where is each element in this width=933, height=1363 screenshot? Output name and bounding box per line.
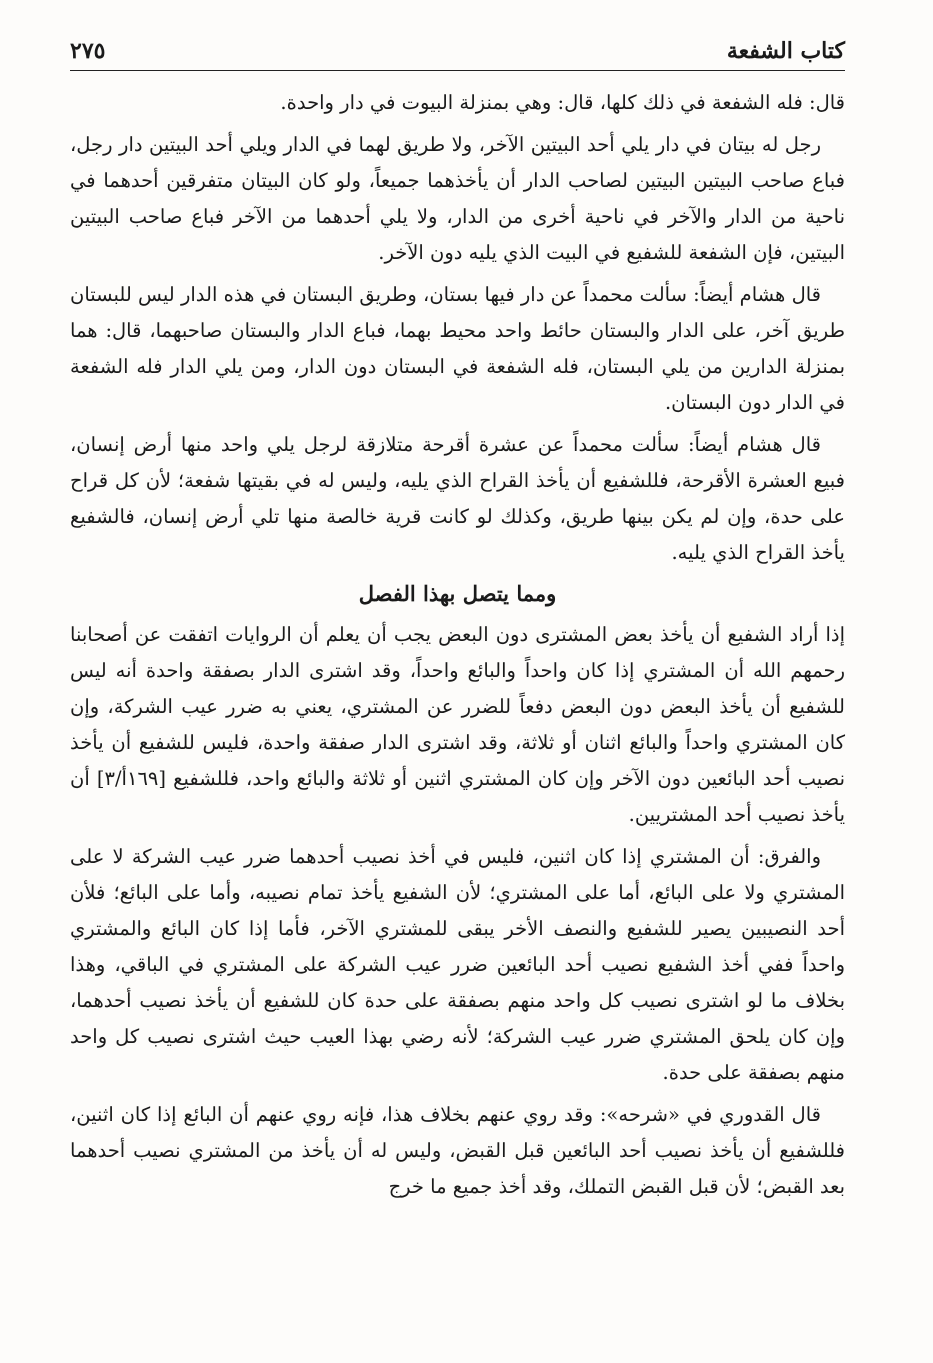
page-number: ٢٧٥	[70, 38, 106, 64]
paragraph-6: والفرق: أن المشتري إذا كان اثنين، فليس في أخذ نصيب أحدهما ضرر عيب الشركة لا على المشتري ولا على البائع، أما على المشتري؛ لأن الشفيع يأخذ تمام نصيبه، وأما على البائع؛ فلأن أحد النصيبين يصير للشفيع والنصف الأخر يبقى للمشتري الآخر، فأما إذا كان البائع والمشتري واحداً ففي أخذ الشفيع نصيب أحد البائعين ضرر عيب الشركة على المشتري في الباقي، وهذا بخلاف ما لو اشترى نصيب كل واحد منهم بصفقة على حدة كان للشفيع أن يأخذ نصيب أحدهما، وإن كان يلحق المشتري ضرر عيب الشركة؛ لأنه رضي بهذا العيب حيث اشترى نصيب كل واحد منهم بصفقة على حدة.	[70, 845, 845, 1084]
paragraph-1: قال: فله الشفعة في ذلك كلها، قال: وهي بمنزلة البيوت في دار واحدة.	[280, 91, 845, 114]
paragraph-7: قال القدوري في «شرحه»: وقد روي عنهم بخلاف هذا، فإنه روي عنهم أن البائع إذا كان اثنين، فللشفيع أن يأخذ نصيب أحد البائعين قبل القبض، وليس له أن يأخذ من المشتري نصيب أحدهما بعد القبض؛ لأن قبل القبض التملك، وقد أخذ جميع ما خرج	[70, 1103, 845, 1198]
paragraph-5: إذا أراد الشفيع أن يأخذ بعض المشترى دون البعض يجب أن يعلم أن الروايات اتفقت عن أصحابنا رحمهم الله أن المشتري إذا كان واحداً والبائع واحداً، وقد اشترى الدار بصفقة واحدة أنه ليس للشفيع أن يأخذ البعض دون البعض دفعاً للضرر عن المشتري، يعني به ضرر عيب الشركة، وإن كان المشتري واحداً والبائع اثنان أو ثلاثة، وقد اشترى الدار صفقة واحدة، فليس للشفيع أن يأخذ نصيب أحد البائعين دون الآخر وإن كان المشتري اثنين أو ثلاثة والبائع واحد، فللشفيع [١٦٩أ/٣] أن يأخذ نصيب أحد المشتريين.	[70, 623, 846, 826]
section-heading: ومما يتصل بهذا الفصل	[358, 581, 557, 606]
paragraph-3: قال هشام أيضاً: سألت محمداً عن دار فيها بستان، وطريق البستان في هذه الدار ليس للبستان طريق آخر، على الدار والبستان حائط واحد محيط بهما، فباع الدار والبستان صاحبهما، قال: هما بمنزلة الدارين من يلي البستان، فله الشفعة في البستان دون الدار، ومن يلي الدار فله الشفعة في الدار دون البستان.	[70, 283, 845, 414]
book-title: كتاب الشفعة	[726, 38, 845, 64]
running-header	[70, 38, 845, 71]
paragraph-2: رجل له بيتان في دار يلي أحد البيتين الآخر، ولا طريق لهما في الدار ويلي أحد البيتين دار رجل، فباع صاحب البيتين البيتين لصاحب الدار أن يأخذهما جميعاً، ولو كان البيتان متفرقين أحدهما في ناحية من الدار والآخر في ناحية أخرى من الدار، ولا يلي أحدهما من الآخر فباع صاحب البيتين البيتين، فإن الشفعة للشفيع في البيت الذي يليه دون الآخر.	[70, 133, 845, 264]
paragraph-4: قال هشام أيضاً: سألت محمداً عن عشرة أقرحة متلازقة لرجل يلي واحد منها أرض إنسان، فبيع العشرة الأقرحة، فللشفيع أن يأخذ القراح الذي يليه، وليس له في بقيتها شفعة؛ لأن كل قراح على حدة، وإن لم يكن بينها طريق، وكذلك لو كانت قرية خالصة منها تلي أرض إنسان، فالشفيع يأخذ القراح الذي يليه.	[70, 433, 845, 564]
